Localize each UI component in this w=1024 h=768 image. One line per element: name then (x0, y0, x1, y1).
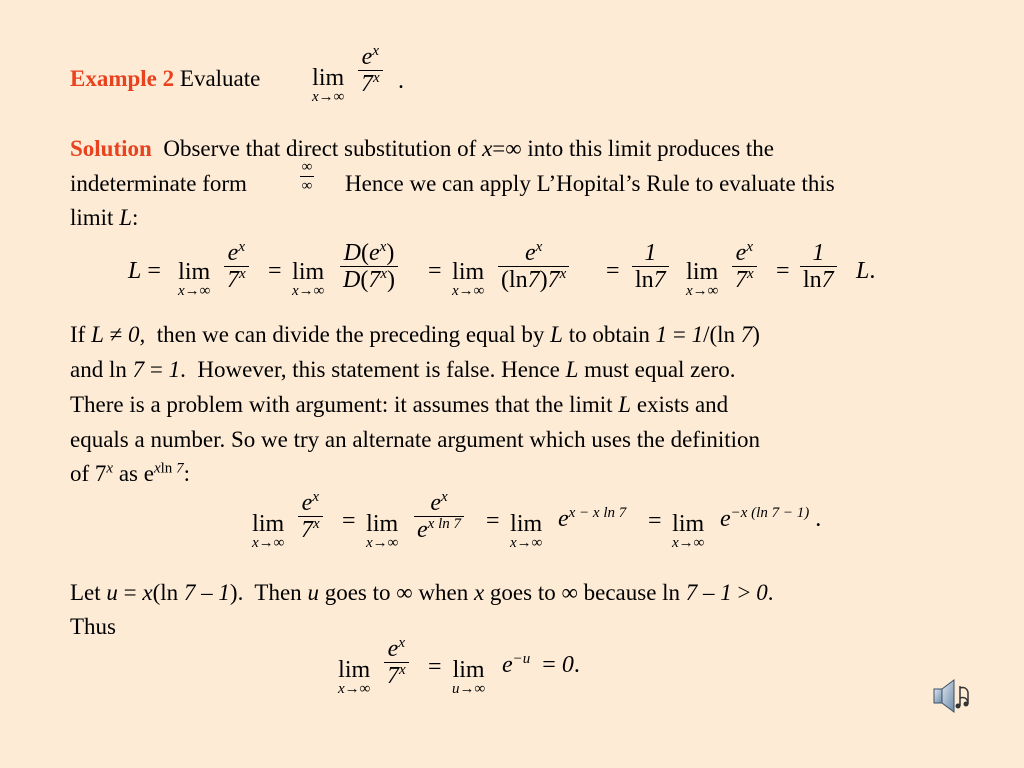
slide: Example 2 Evaluate lim x→∞ $e^x$ 7$^x$ . Solution Observe that direct substitution of x=∞ into this limit produces the indeterminate form ∞ ∞ Hence we can apply L’Hopital’s Rule to evaluate this limit L: L = lim x→∞ $e^x$ 7$^x$ = lim x→∞ $D(e^x)$ D(7$^x$) = lim x→∞ $e^x$ (ln7)7$^x$ = 1 ln7 lim x→∞ $e^x$ 7$^x$ = 1 ln7 L. If L ≠ 0, then we can divide the preceding equal by L to obtain 1 = 1/(ln 7) and ln 7 = 1. However, this statement is false. Hence L must equal zero. There is a problem with argument: it assumes that the limit L exists and equals a number. So we try an alternate argument which uses the definition of 7$^x$ as $e^{xln 7}$: lim x→∞ $e^x$ 7$^x$ = lim x→∞ $e^x$ $e^{x ln 7}$ = lim x→∞ $e^{x - x ln 7}$ = lim x→∞ $e^{-x (ln 7 - 1)}$ . Let u = x(ln 7 – 1). Then u goes to ∞ when x goes to ∞ because ln 7 – 1 > 0. Thus lim x→∞ $e^x$ 7$^x$ = lim u→∞ $e^{-u} = 0$. (0, 0, 1024, 768)
solution-line-1: Solution Observe that direct substitution of x=∞ into this limit produces the (70, 136, 775, 161)
para2-line-2: and ln 7 = 1. However, this statement is false. Hence L must equal zero. (70, 357, 736, 382)
solution-line-2: indeterminate form (70, 171, 247, 196)
example-fraction: $e^x$ 7$^x$ (358, 44, 383, 97)
speaker-icon[interactable] (930, 676, 976, 716)
para3-line-2: Thus (70, 614, 116, 639)
para2-line-3: There is a problem with argument: it assumes that the limit L exists and (70, 392, 729, 417)
para3-line-1: Let u = x(ln 7 – 1). Then u goes to ∞ when x goes to ∞ because ln 7 – 1 > 0. (70, 580, 774, 605)
para2-line-4: equals a number. So we try an alternate argument which uses the definition (70, 427, 761, 452)
solution-label: Solution (70, 136, 152, 161)
example-limit: lim x→∞ (312, 65, 345, 105)
example-line (70, 66, 260, 92)
para2-line-1: If L ≠ 0, then we can divide the preceding equal by L to obtain 1 = 1/(ln 7) (70, 322, 760, 347)
example-label: Example 2 (70, 66, 175, 91)
evaluate-text: Evaluate (179, 66, 261, 91)
inf-over-inf: ∞ ∞ (301, 159, 313, 194)
solution-line-3: limit L: (70, 205, 139, 230)
para2-line-5: of 7$^x$ as $e^{xln 7}$: (70, 460, 190, 486)
